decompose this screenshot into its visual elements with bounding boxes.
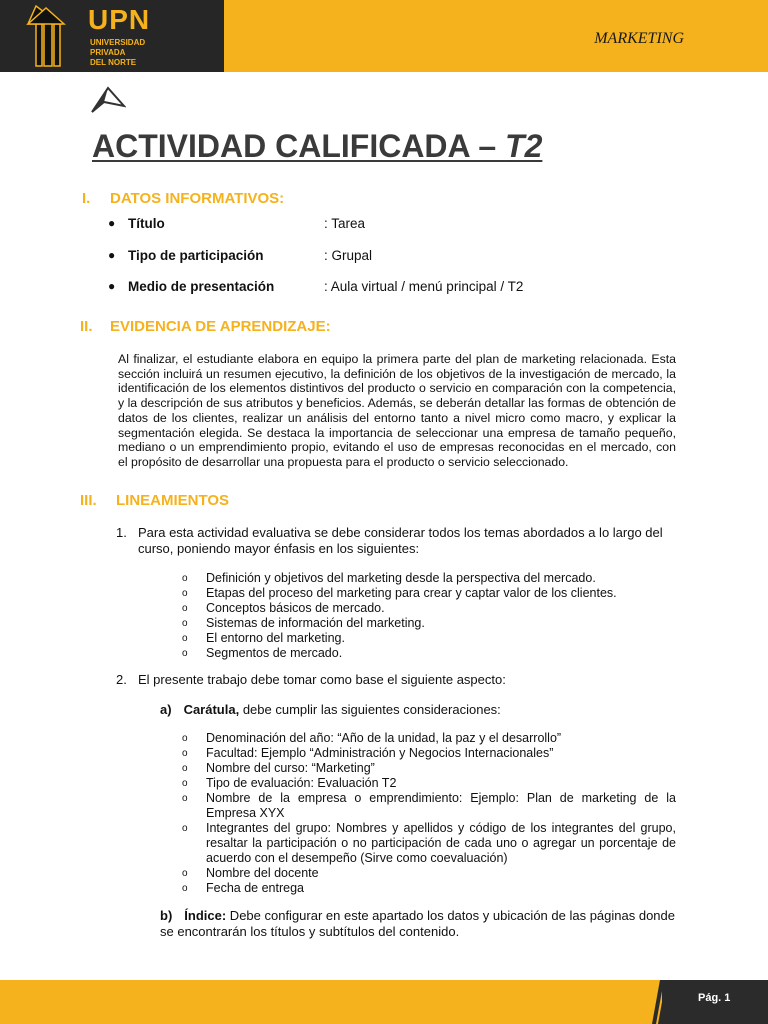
list-item: o Sistemas de información del marketing. (182, 616, 425, 630)
list-item: o Conceptos básicos de mercado. (182, 601, 385, 615)
list-item: o Etapas del proceso del marketing para crear y captar valor de los clientes. (182, 586, 617, 600)
logo-name: UPN (88, 4, 151, 35)
subsection-a-heading: a) Carátula, debe cumplir las siguientes consideraciones: (160, 702, 501, 717)
section-1-heading: I. DATOS INFORMATIVOS: (82, 190, 285, 207)
subsection-b-text: b) Índice: Debe configurar en este apartado los datos y ubicación de las páginas donde se encontrarán los títulos y subtítulos del contenido. (160, 908, 675, 939)
item-2-number: 2. (116, 672, 127, 687)
course-name: MARKETING (594, 30, 684, 47)
item-1-number: 1. (116, 525, 127, 540)
topics-list (182, 571, 672, 661)
list-item: o Facultad: Ejemplo “Administración y Negocios Internacionales” (182, 746, 554, 760)
list-item: o Definición y objetivos del marketing desde la perspectiva del mercado. (182, 571, 596, 585)
section-2-heading: II. EVIDENCIA DE APRENDIZAJE: (80, 318, 331, 335)
list-item: o Integrantes del grupo: Nombres y apellidos y código de los integrantes del grupo, resaltar la participación o no participación de cada uno o agregar un porcentaje de acuerdo con el desempeño (Sirve como coevaluación) (182, 821, 676, 865)
section-3-heading: III. LINEAMIENTOS (80, 492, 230, 509)
list-item: o Fecha de entrega (182, 881, 304, 895)
logo-subtitle: UNIVERSIDAD PRIVADA DEL NORTE (90, 38, 146, 67)
page-title: ACTIVIDAD CALIFICADA – T2 (92, 128, 543, 164)
evidence-paragraph: Al finalizar, el estudiante elabora en equipo la primera parte del plan de marketing relacionada. Esta sección incluirá un resumen ejecutivo, la definición de los objetivos de la investigación de mercado, la identificación de los elementos distintivos del producto o servicio en comparación con la competencia, y la descripción de sus atributos y beneficios. Además, se deberán detallar las formas de obtención de datos de los clientes, realizar un análisis del entorno tanto a nivel micro como macro, y explicar la segmentación elegida. Se destaca la importancia de seleccionar una empresa de tamaño pequeño, mediano o un emprendimiento propio, evitando el uso de empresas reconocidas en el mercado, con el propósito de desarrollar una propuesta para el producto o servicio seleccionado. (118, 352, 676, 469)
item-1-text: Para esta actividad evaluativa se debe considerar todos los temas abordados a lo largo del curso, poniendo mayor énfasis en los siguientes: (138, 525, 663, 556)
navigation-arrow-icon (90, 86, 126, 114)
page-number: Pág. 1 (698, 992, 731, 1004)
upn-arrow-icon (0, 0, 90, 72)
list-item: o Denominación del año: “Año de la unidad, la paz y el desarrollo” (182, 731, 562, 745)
list-item: o Tipo de evaluación: Evaluación T2 (182, 776, 397, 790)
list-item: o Segmentos de mercado. (182, 646, 343, 660)
item-2-text: El presente trabajo debe tomar como base el siguiente aspecto: (138, 672, 506, 687)
list-item: o Nombre de la empresa o emprendimiento: Ejemplo: Plan de marketing de la Empresa XYX (182, 791, 676, 820)
cover-requirements-list (182, 731, 676, 896)
list-item: o Nombre del docente (182, 866, 319, 880)
upn-logo (0, 0, 224, 72)
list-item: o Nombre del curso: “Marketing” (182, 761, 375, 775)
list-item: o El entorno del marketing. (182, 631, 345, 645)
